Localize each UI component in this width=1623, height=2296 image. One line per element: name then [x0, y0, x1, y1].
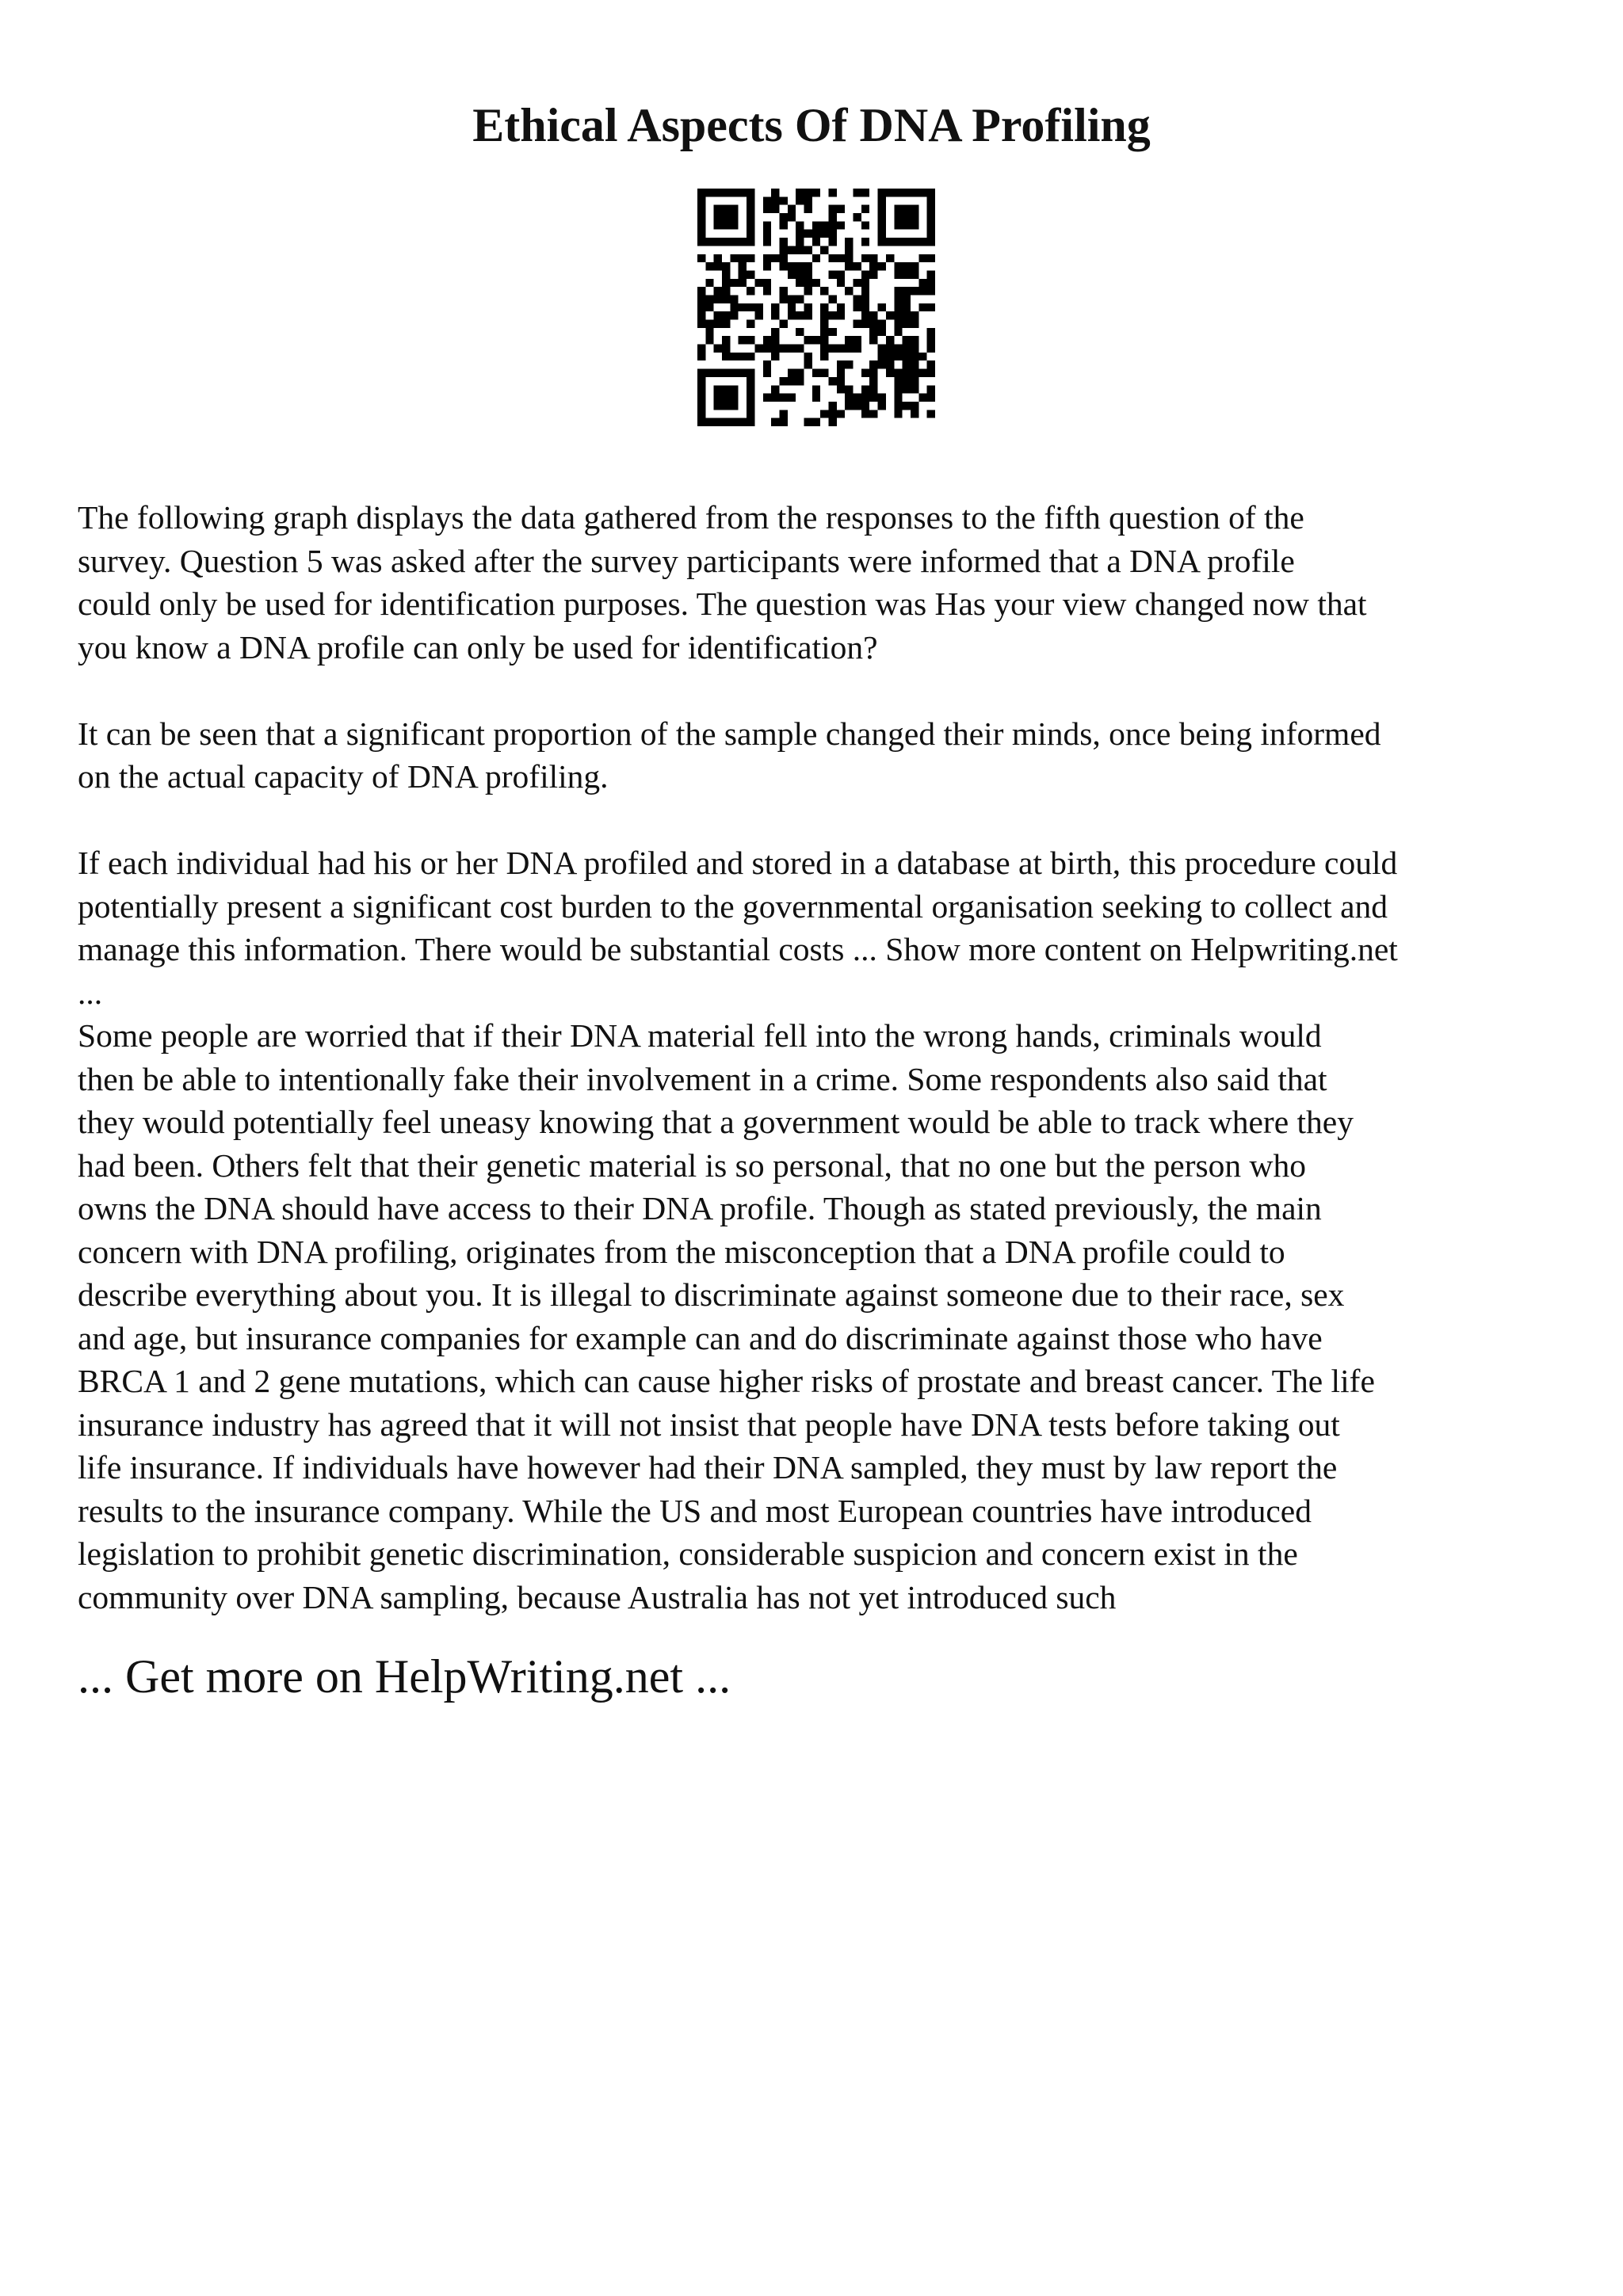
- get-more-link[interactable]: ... Get more on HelpWriting.net ...: [78, 1650, 731, 1703]
- paragraph-cost-burden: If each individual had his or her DNA profiled and stored in a database at birth, this procedure could potentially present a significant cost burden to the governmental organisation seeking to collect and manage this information. There would be substantial costs ... Show more content on Helpwriting.net ...: [78, 845, 1398, 1011]
- qr-code-icon[interactable]: [697, 189, 935, 426]
- paragraph-concerns: Some people are worried that if their DNA material fell into the wrong hands, criminals would then be able to intentionally fake their involvement in a crime. Some respondents also said that they would potentially feel uneasy knowing that a government would be able to track where they had been. Others felt that their genetic material is so personal, that no one but the person who owns the DNA should have access to their DNA profile. Though as stated previously, the main concern with DNA profiling, originates from the misconception that a DNA profile could to describe everything about you. It is illegal to discriminate against someone due to their race, sex and age, but insurance companies for example can and do discriminate against those who have BRCA 1 and 2 gene mutations, which can cause higher risks of prostate and breast cancer. The life insurance industry has agreed that it will not insist that people have DNA tests before taking out life insurance. If individuals have however had their DNA sampled, they must by law report the results to the insurance company. While the US and most European countries have introduced legislation to prohibit genetic discrimination, considerable suspicion and concern exist in the community over DNA sampling, because Australia has not yet introduced such: [78, 1017, 1375, 1615]
- document-body: [78, 496, 1575, 1619]
- document-title: Ethical Aspects Of DNA Profiling: [472, 99, 1151, 151]
- paragraph-spacer: [78, 669, 1575, 712]
- paragraph-spacer: [78, 799, 1575, 842]
- paragraph-changed-minds: It can be seen that a significant proportion of the sample changed their minds, once being informed on the actual capacity of DNA profiling.: [78, 715, 1381, 795]
- paragraph-survey-question: The following graph displays the data gathered from the responses to the fifth question of the survey. Question 5 was asked after the survey participants were informed that a DNA profile could only be used for identification purposes. The question was Has your view changed now that you know a DNA profile can only be used for identification?: [78, 499, 1367, 666]
